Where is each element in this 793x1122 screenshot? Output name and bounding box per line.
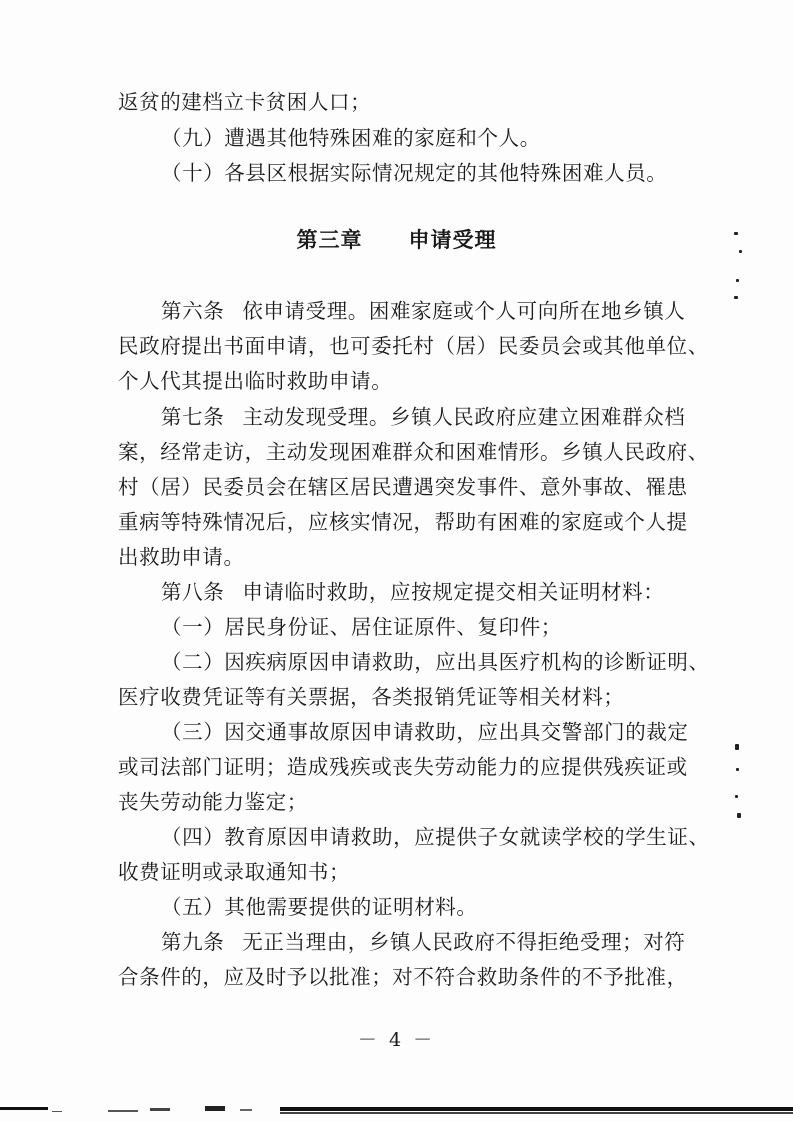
article-7-text: 主动发现受理。乡镇人民政府应建立困难群众档 (242, 405, 686, 429)
article-7-line-3: 村（居）民委员会在辖区居民遭遇突发事件、意外事故、罹患 (118, 475, 688, 499)
scan-speck (737, 813, 741, 818)
chapter-number: 第三章 (296, 228, 363, 252)
scan-speck (739, 250, 742, 253)
article-8-item-3-line-1: （三）因交通事故原因申请救助，应出具交警部门的裁定 (161, 720, 689, 744)
article-8-item-4-line-1: （四）教育原因申请救助，应提供子女就读学校的学生证、 (161, 825, 710, 849)
scan-bottom-edge (0, 1102, 793, 1122)
article-8-item-2-line-2: 医疗收费凭证等有关票据，各类报销凭证等相关材料； (118, 685, 625, 709)
article-6-line-1 (161, 298, 685, 324)
article-7-line-2: 案，经常走访，主动发现困难群众和困难情形。乡镇人民政府、 (118, 440, 709, 464)
article-8-item-5: （五）其他需要提供的证明材料。 (161, 895, 478, 919)
article-8-item-4-line-2: 收费证明或录取通知书； (118, 860, 351, 884)
article-7-line-1 (161, 404, 685, 430)
article-8-item-2-line-1: （二）因疾病原因申请救助，应出具医疗机构的诊断证明、 (161, 650, 710, 674)
scan-speck (734, 296, 738, 299)
article-9-line-1 (161, 929, 685, 955)
list-item-9: （九）遭遇其他特殊困难的家庭和个人。 (161, 126, 541, 150)
article-6-line-3: 个人代其提出临时救助申请。 (118, 369, 393, 393)
article-7-line-5: 出救助申请。 (118, 545, 245, 569)
scan-speck (735, 744, 739, 750)
scan-speck (736, 768, 739, 771)
article-6-line-2: 民政府提出书面申请，也可委托村（居）民委员会或其他单位、 (118, 334, 709, 358)
article-7-line-4: 重病等特殊情况后，应核实情况，帮助有困难的家庭或个人提 (118, 510, 688, 534)
article-8-item-1: （一）居民身份证、居住证原件、复印件； (161, 615, 562, 639)
article-8-line-1 (161, 579, 664, 605)
scan-speck (736, 279, 739, 282)
article-8-item-3-line-3: 丧失劳动能力鉴定； (118, 790, 308, 814)
scan-speck (735, 795, 738, 798)
scan-speck (734, 232, 738, 235)
text-line: 返贫的建档立卡贫困人口； (118, 90, 372, 114)
chapter-heading (0, 226, 793, 254)
article-6-label: 第六条 (161, 299, 225, 323)
article-6-text: 依申请受理。困难家庭或个人可向所在地乡镇人 (242, 299, 686, 323)
article-9-label: 第九条 (161, 930, 225, 954)
article-9-line-2: 合条件的，应及时予以批准；对不符合救助条件的不予批准， (118, 965, 688, 989)
chapter-title: 申请受理 (408, 228, 497, 252)
list-item-10: （十）各县区根据实际情况规定的其他特殊困难人员。 (161, 161, 668, 185)
page-number: － 4 － (357, 1029, 436, 1051)
article-7-label: 第七条 (161, 405, 225, 429)
article-8-text: 申请临时救助，应按规定提交相关证明材料： (242, 580, 665, 604)
article-8-label: 第八条 (161, 580, 225, 604)
article-9-text: 无正当理由，乡镇人民政府不得拒绝受理；对符 (242, 930, 686, 954)
article-8-item-3-line-2: 或司法部门证明；造成残疾或丧失劳动能力的应提供残疾证或 (118, 755, 688, 779)
